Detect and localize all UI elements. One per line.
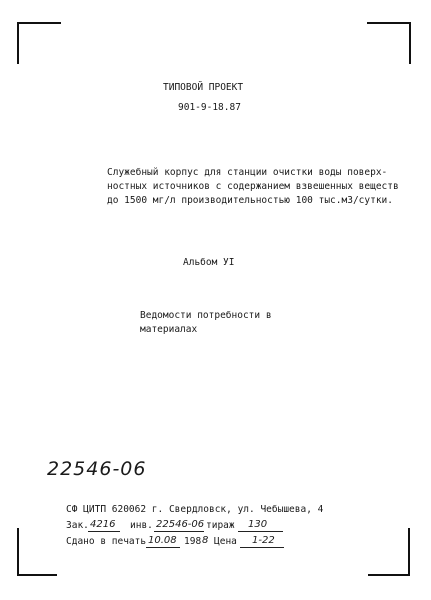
print-date: 10.08 bbox=[148, 535, 177, 546]
copies-count: 130 bbox=[248, 519, 268, 530]
bottom-right-corner-mark bbox=[368, 528, 410, 576]
description-line: до 1500 мг/л производительностью 100 тыс.м3/сутки. bbox=[107, 195, 393, 206]
order-underline bbox=[88, 531, 120, 532]
album-label: Альбом УI bbox=[183, 257, 235, 268]
album-contents bbox=[140, 309, 272, 337]
print-date-label: Сдано в печать bbox=[66, 536, 147, 547]
stamp-address-line: СФ ЦИТП 620062 г. Свердловск, ул. Чебышева, 4 bbox=[66, 504, 324, 515]
top-left-corner-mark bbox=[17, 22, 61, 64]
year-handwritten-digit: 8 bbox=[202, 535, 209, 546]
printing-stamp bbox=[66, 503, 366, 563]
bottom-left-corner-mark bbox=[17, 528, 57, 576]
description-line: Служебный корпус для станции очистки воды поверх- bbox=[107, 167, 388, 178]
contents-line: Ведомости потребности в bbox=[140, 310, 272, 321]
copies-underline bbox=[238, 531, 283, 532]
price-value: 1-22 bbox=[252, 535, 275, 546]
order-label: Зак. bbox=[66, 520, 89, 531]
handwritten-inventory-number: 22546-06 bbox=[47, 458, 147, 480]
year-printed: 198 bbox=[184, 536, 202, 547]
inventory-underline bbox=[154, 531, 204, 532]
contents-line: материалах bbox=[140, 324, 198, 335]
inventory-label: инв. bbox=[130, 520, 153, 531]
description-line: ностных источников с содержанием взвешенных веществ bbox=[107, 181, 399, 192]
price-underline bbox=[240, 547, 284, 548]
project-type-title: ТИПОВОЙ ПРОЕКТ bbox=[163, 82, 244, 93]
copies-label: тираж bbox=[206, 520, 235, 531]
print-date-underline bbox=[146, 547, 180, 548]
top-right-corner-mark bbox=[367, 22, 411, 64]
price-label: Цена bbox=[214, 536, 237, 547]
project-description bbox=[107, 166, 399, 208]
inventory-number: 22546-06 bbox=[156, 519, 205, 530]
project-number: 901-9-18.87 bbox=[178, 102, 241, 113]
order-number: 4216 bbox=[90, 519, 116, 530]
